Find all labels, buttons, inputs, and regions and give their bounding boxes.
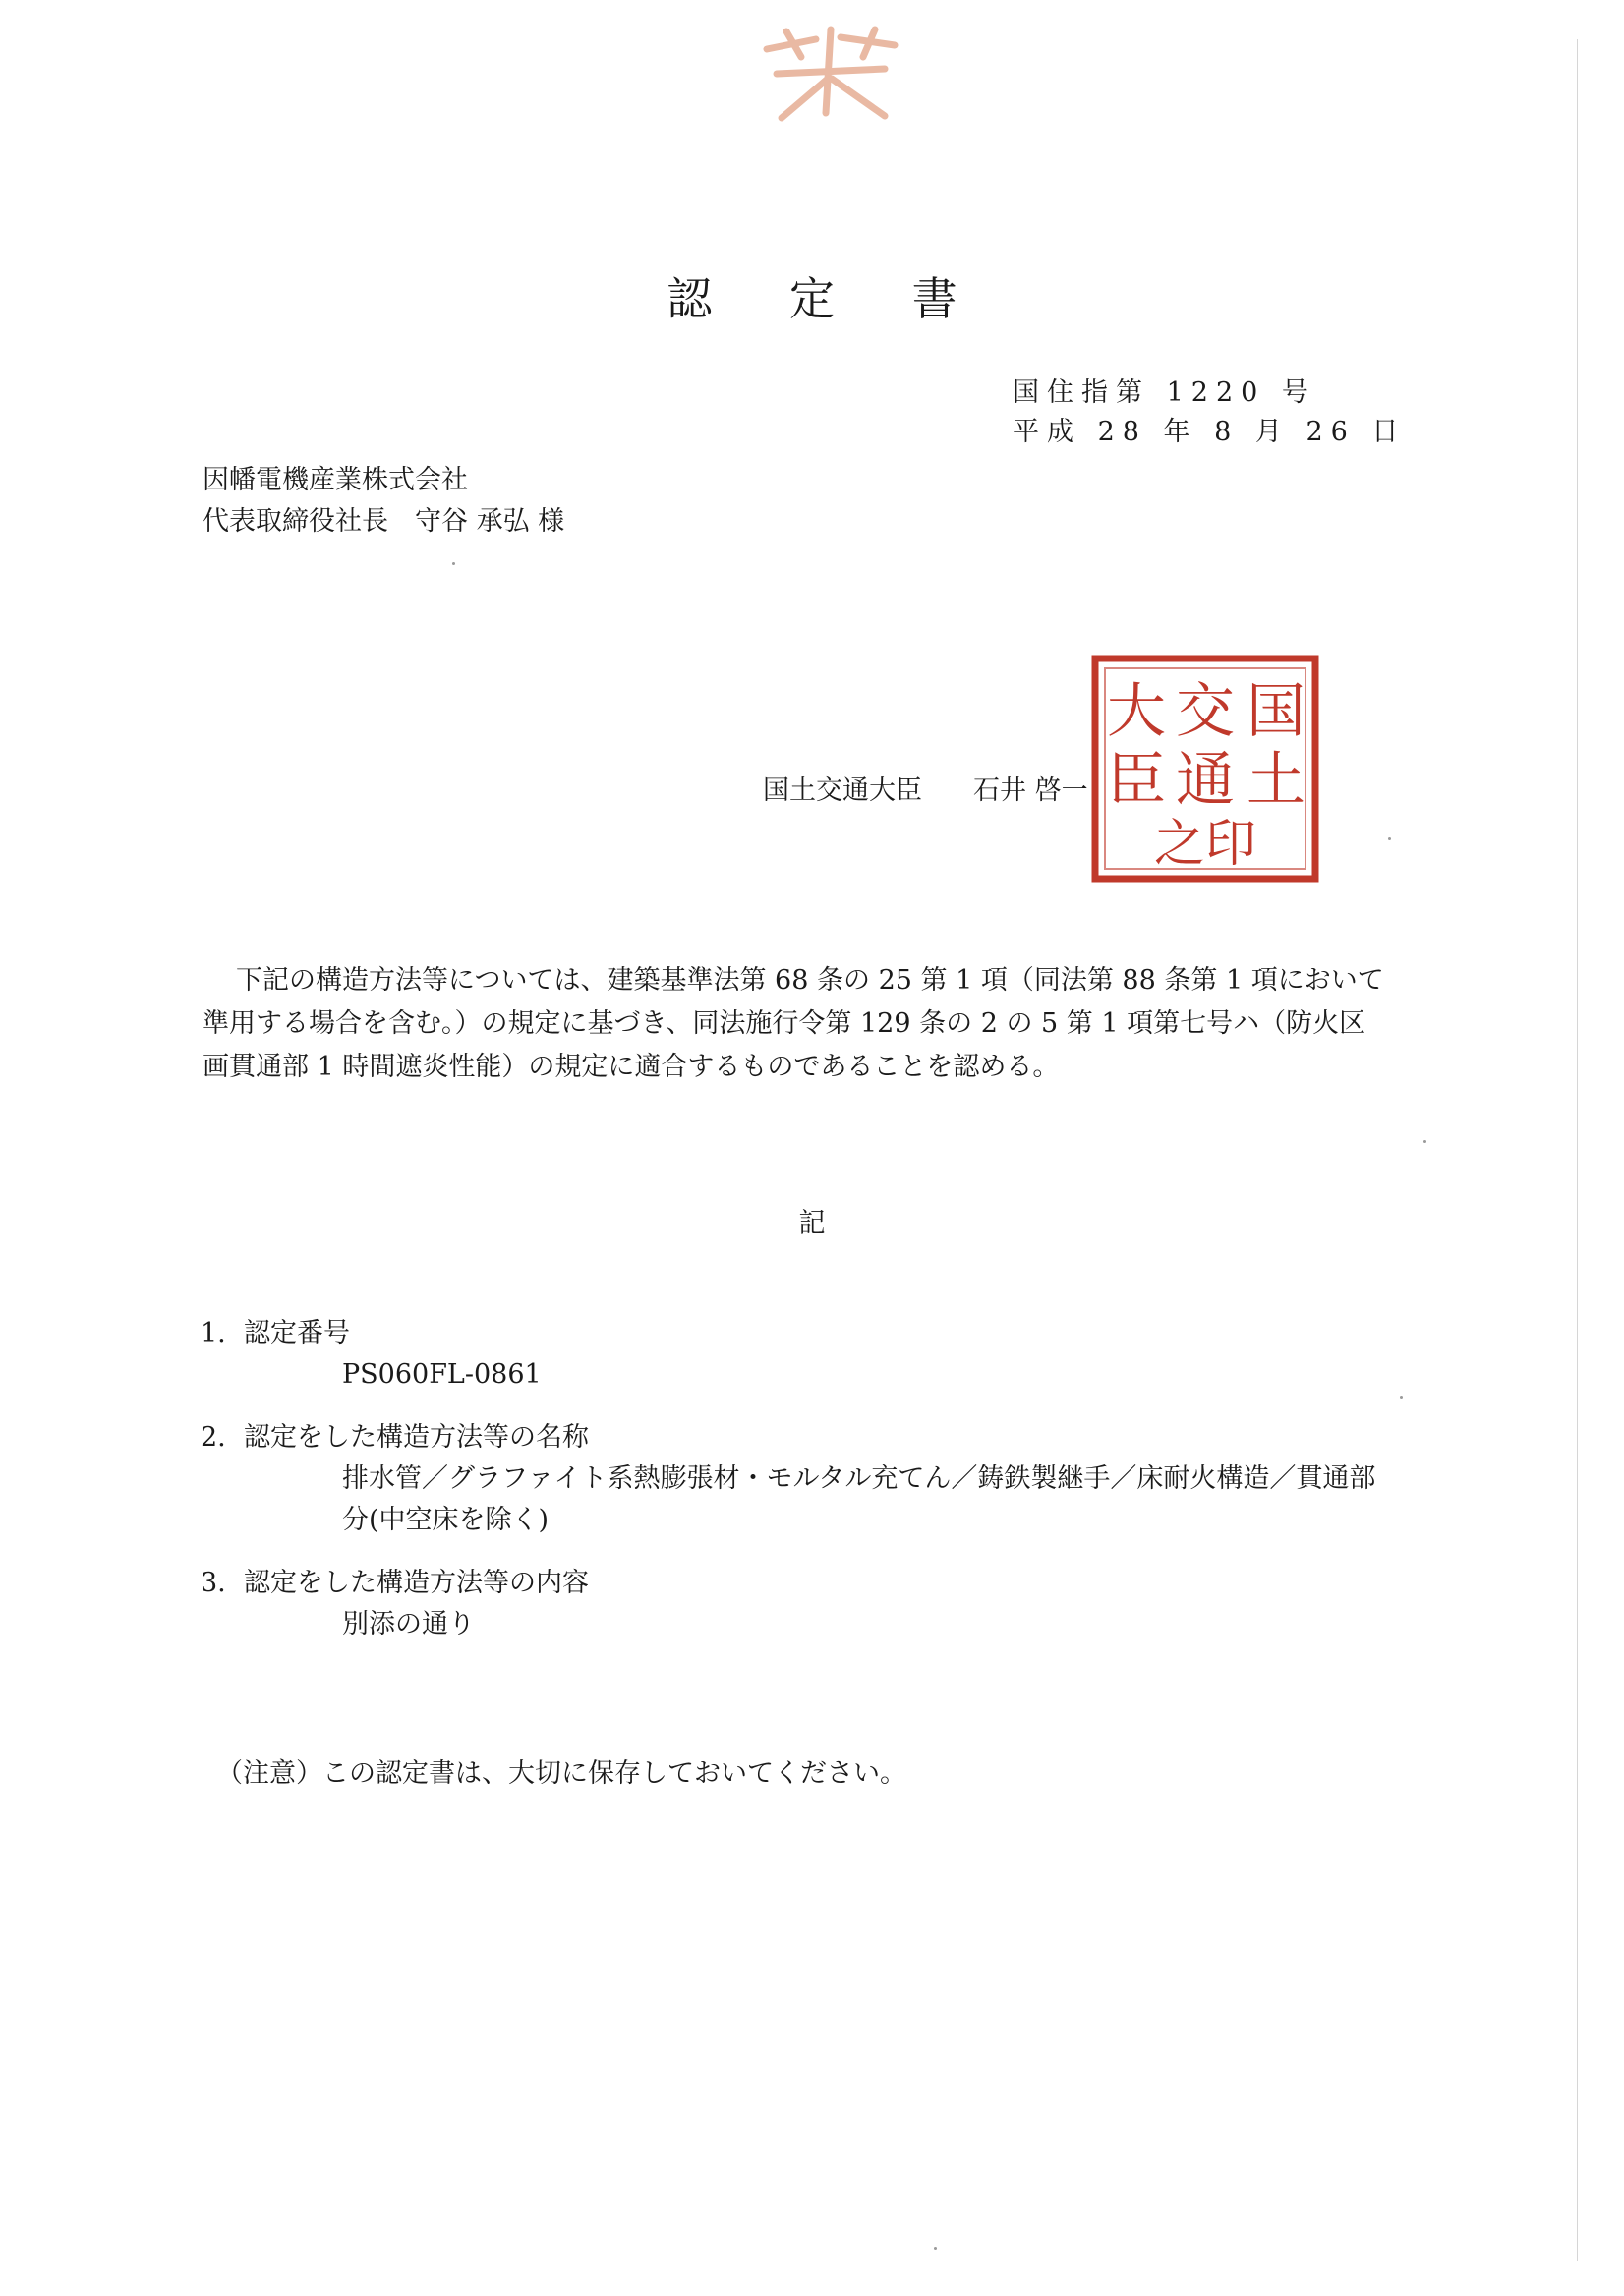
item-heading: 認定をした構造方法等の内容 [244,1568,589,1598]
item-body: PS060FL-0861 [342,1359,542,1390]
item-number: 3. [201,1568,226,1598]
issuer-block [763,769,1088,807]
recipient-company: 因幡電機産業株式会社 [203,465,468,495]
seal-char: 大 [1107,677,1166,746]
body-paragraph-block [203,959,1392,1089]
item-number: 2. [201,1422,226,1453]
scan-speck [934,2247,937,2250]
faint-stamp-mark [747,20,914,128]
seal-char: 交 [1176,677,1235,746]
body-paragraph: 下記の構造方法等については、建築基準法第 68 条の 25 第 1 項（同法第 88 条第 1 項において準用する場合を含む。）の規定に基づき、同法施行令第 129 条の 2 の 5 第 1 項第七号ハ（防火区画貫通部 1 時間遮炎性能）の規定に適合するものであることを認める。 [203,965,1384,1082]
recipient-person: 代表取締役社長 守谷 承弘 様 [203,506,565,537]
scan-speck [1423,1140,1426,1143]
seal-char: 国 [1247,677,1305,746]
seal-char: 臣 [1107,746,1166,815]
issuer-title: 国土交通大臣 [763,775,922,806]
issuer-name: 石井 啓一 [973,775,1088,806]
scan-speck [1388,837,1391,840]
issue-date: 平成 28 年 8 月 26 日 [1013,417,1407,447]
document-number-block [1013,373,1406,452]
items-list [201,1313,1380,1667]
item-number: 1. [201,1318,226,1349]
seal-char: 通 [1176,746,1235,815]
notice-text: （注意）この認定書は、大切に保存しておいてください。 [216,1758,906,1789]
scan-speck [452,562,455,565]
scan-edge-line [1577,39,1578,2261]
seal-char: 之印 [1153,815,1257,874]
list-item [201,1563,1380,1645]
list-item [201,1313,1380,1396]
item-heading: 認定番号 [244,1318,350,1349]
official-seal [1089,653,1321,885]
scan-speck [1400,1396,1403,1399]
item-body: 排水管／グラファイト系熱膨張材・モルタル充てん／鋳鉄製継手／床耐火構造／貫通部分(中空床を除く) [342,1464,1376,1535]
addressee-block [203,460,564,543]
ki-heading: 記 [798,1208,826,1238]
list-item [201,1417,1380,1541]
item-body: 別添の通り [342,1609,475,1639]
seal-char: 土 [1247,746,1305,815]
document-number: 国住指第 1220 号 [1013,377,1316,408]
page-title: 認 定 書 [667,272,989,325]
item-heading: 認定をした構造方法等の名称 [244,1422,589,1453]
